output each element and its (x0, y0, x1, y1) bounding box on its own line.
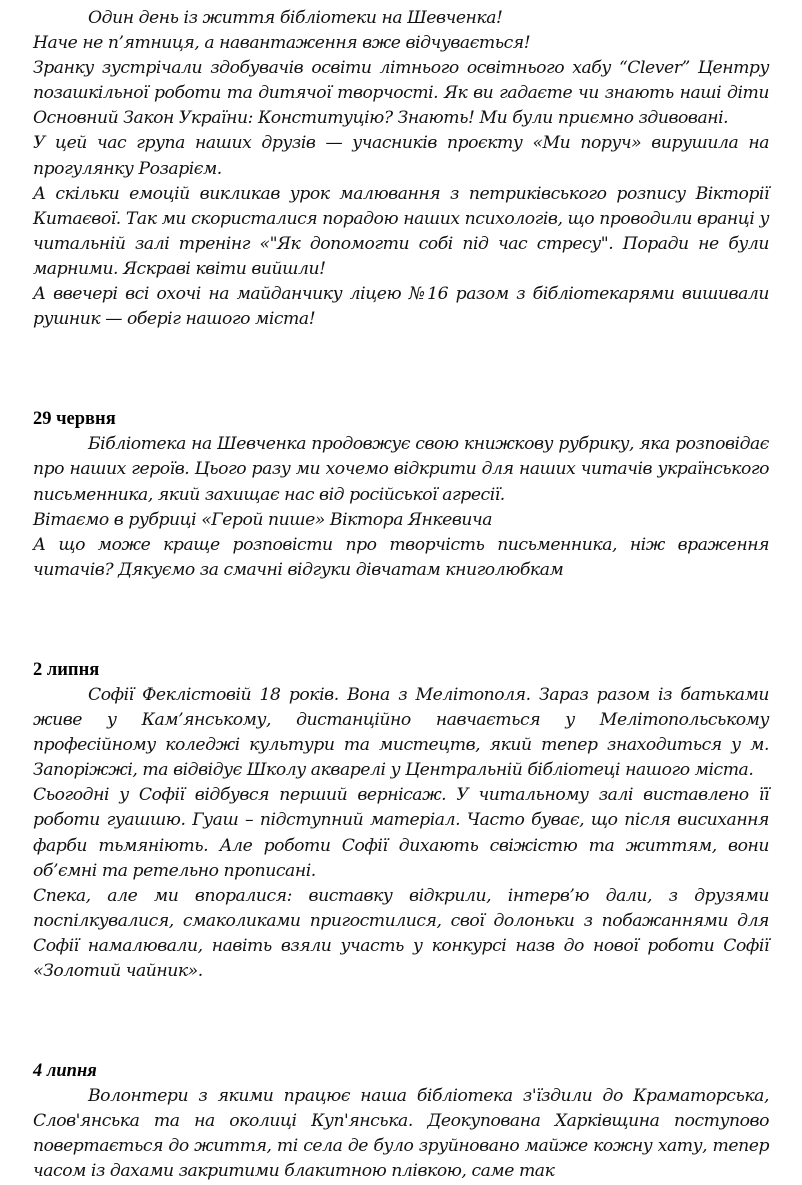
section-spacer (33, 583, 769, 658)
post-shevchenko-day (33, 6, 769, 332)
paragraph: Бібліотека на Шевченка продовжує свою книжкову рубрику, яка розповідає про наших героїв. Цього разу ми хочемо відкрити для наших читачів українського письменника, який захищає нас від російської агресії. (33, 434, 769, 505)
paragraph: У цей час група наших друзів — учасників проєкту «Ми поруч» вирушила на прогулянку Розарієм. (33, 133, 769, 179)
date-heading: 2 липня (33, 659, 100, 680)
paragraph: А що може краще розповісти про творчість письменника, ніж враження читачів? Дякуємо за смачні відгуки дівчатам книголюбкам (33, 534, 769, 580)
section-spacer (33, 984, 769, 1059)
date-heading: 29 червня (33, 409, 116, 430)
paragraph: А скільки емоцій викликав урок малювання з петриківського розпису Вікторії Китаєвої. Так ми скористалися порадою наших психологів, що проводили вранці у читальній залі тренінг «"Як допомогти собі під час стресу". Поради не були марними. Яскраві квіти вийшли! (33, 183, 769, 279)
paragraph: Зранку зустрічали здобувачів освіти літнього освітнього хабу “Clever” Центру позашкільної роботи та дитячої творчості. Як ви гадаєте чи знають наші діти Основний Закон України: Конституцію? Знають! Ми були приємно здивовані. (33, 58, 769, 129)
paragraph: А ввечері всі охочі на майданчику ліцею №16 разом з бібліотекарями вишивали рушник — оберіг нашого міста! (33, 284, 769, 330)
post-june-29 (33, 407, 769, 583)
paragraph: Софії Феклістовій 18 років. Вона з Мелітополя. Зараз разом із батьками живе у Кам’янському, дистанційно навчається у Мелітопольському професійному коледжі культури та мистецтв, який тепер знаходиться у м. Запоріжжі, та відвідує Школу акварелі у Центральній бібліотеці нашого міста. (33, 684, 769, 781)
date-heading: 4 липня (33, 1061, 97, 1082)
paragraph: Сьогодні у Софії відбувся перший вернісаж. У читальному залі виставлено її роботи гуашшю. Гуаш – підступний матеріал. Часто буває, що після висихання фарби тьмяніють. Але роботи Софії дихають свіжістю та життям, вони об’ємні та ретельно прописані. (33, 785, 769, 881)
post-july-2 (33, 658, 769, 984)
paragraph: Спека, але ми впоралися: виставку відкрили, інтерв’ю дали, з друзями поспілкувалися, смаколиками пригостилися, свої долоньки з побажаннями для Софії намалювали, навіть взяли участь у конкурсі назв до нової роботи Софії «Золотий чайник». (33, 885, 769, 981)
paragraph: Наче не п’ятниця, а навантаження вже відчувається! (33, 33, 531, 54)
paragraph: Вітаємо в рубриці «Герой пише» Віктора Янкевича (33, 509, 493, 530)
document-page (33, 6, 769, 1185)
post-july-4 (33, 1059, 769, 1184)
section-spacer (33, 332, 769, 407)
paragraph: Один день із життя бібліотеки на Шевченка! (88, 8, 503, 28)
paragraph: Волонтери з якими працює наша бібліотека з'їздили до Краматорська, Слов'янська та на околиці Куп'янська. Деокупована Харківщина поступово повертається до життя, ті села де було зруйновано майже кожну хату, тепер часом із дахами закритими блакитною плівкою, саме так (33, 1086, 769, 1182)
